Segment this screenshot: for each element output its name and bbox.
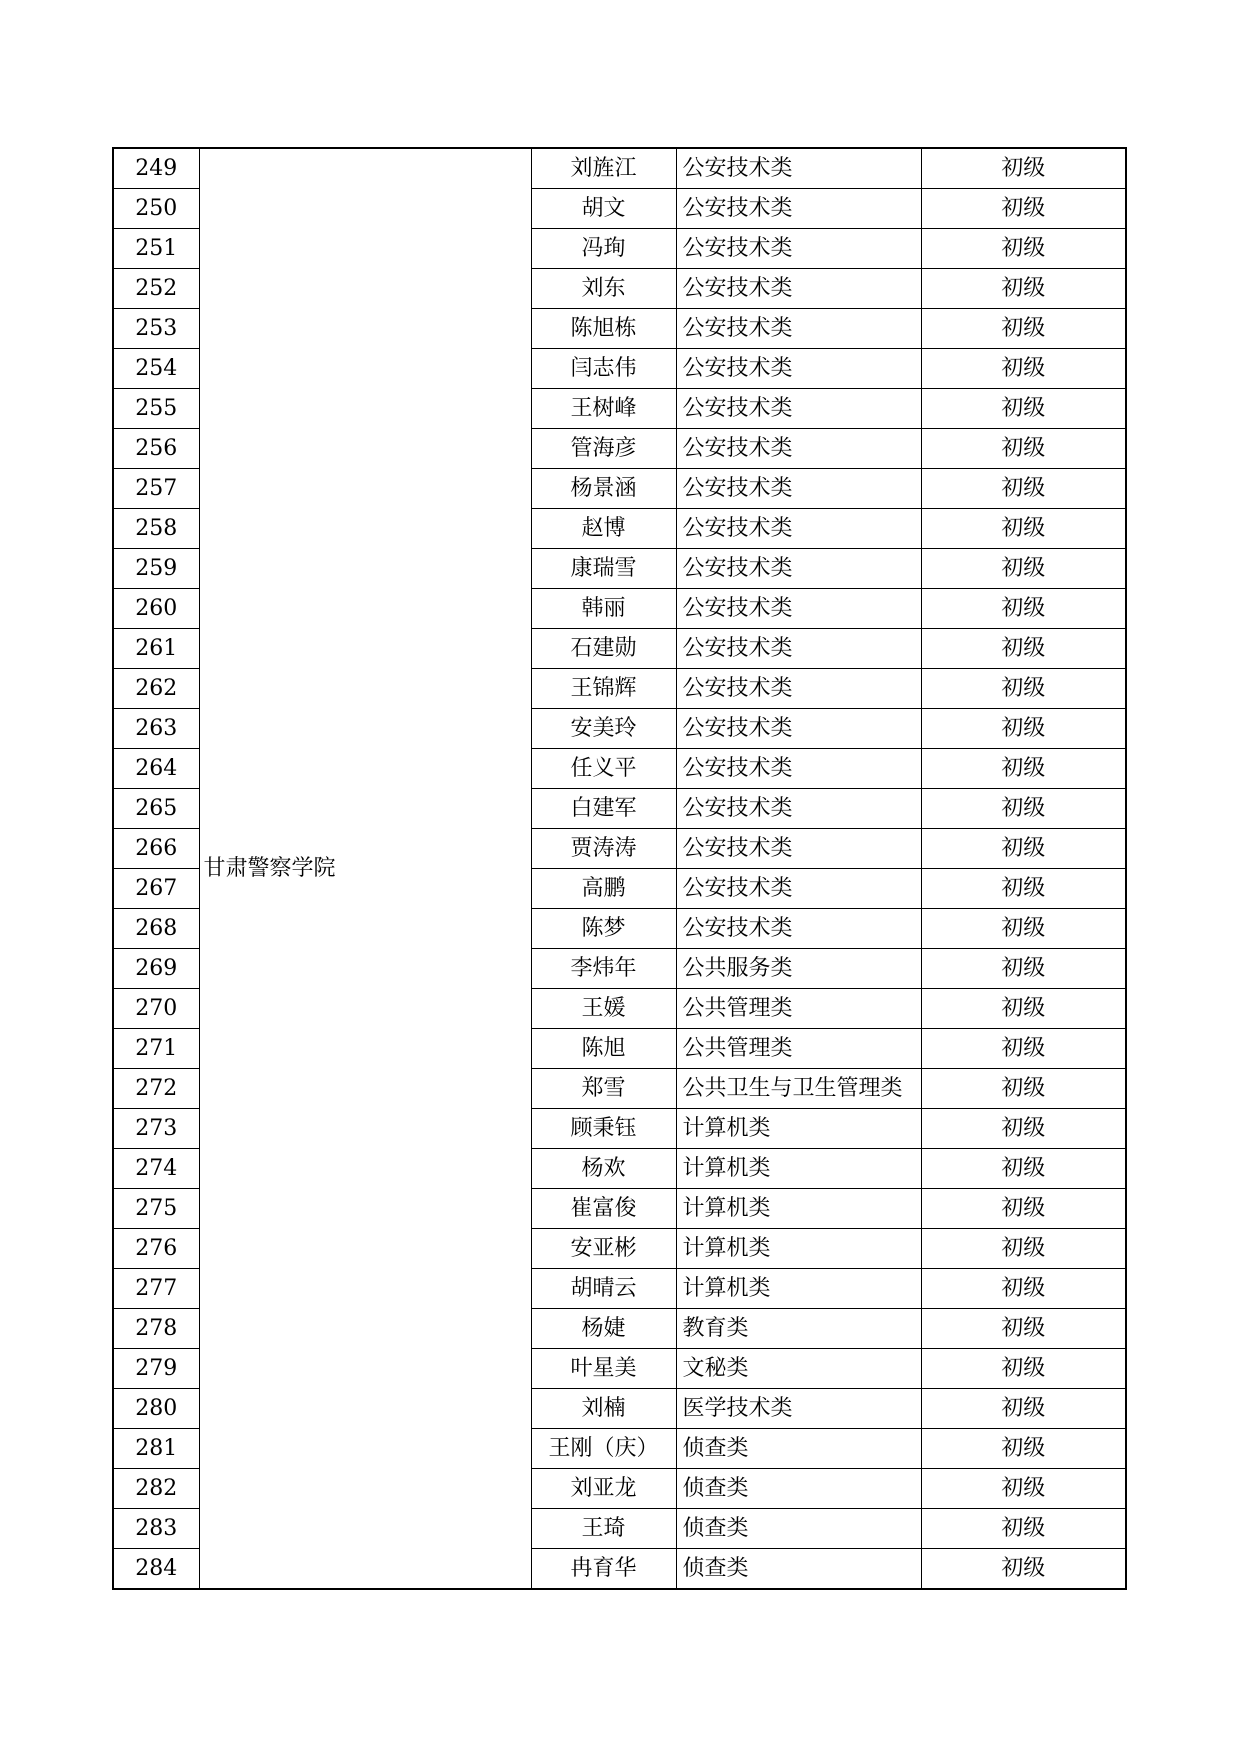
level-cell: 初级 xyxy=(921,829,1126,869)
category-cell: 公共服务类 xyxy=(676,949,921,989)
name-cell: 赵博 xyxy=(531,509,676,549)
level-cell: 初级 xyxy=(921,269,1126,309)
level-cell: 初级 xyxy=(921,749,1126,789)
level-cell: 初级 xyxy=(921,1349,1126,1389)
name-cell: 白建军 xyxy=(531,789,676,829)
row-index-cell: 251 xyxy=(113,229,199,269)
category-cell: 公安技术类 xyxy=(676,469,921,509)
level-cell: 初级 xyxy=(921,909,1126,949)
row-index-cell: 265 xyxy=(113,789,199,829)
level-cell: 初级 xyxy=(921,349,1126,389)
category-cell: 侦查类 xyxy=(676,1469,921,1509)
level-cell: 初级 xyxy=(921,1429,1126,1469)
name-cell: 王树峰 xyxy=(531,389,676,429)
category-cell: 公安技术类 xyxy=(676,789,921,829)
row-index-cell: 250 xyxy=(113,189,199,229)
row-index-cell: 284 xyxy=(113,1549,199,1590)
level-cell: 初级 xyxy=(921,549,1126,589)
level-cell: 初级 xyxy=(921,669,1126,709)
level-cell: 初级 xyxy=(921,389,1126,429)
category-cell: 计算机类 xyxy=(676,1269,921,1309)
unit-cell: 甘肃警察学院 xyxy=(199,148,531,1589)
row-index-cell: 274 xyxy=(113,1149,199,1189)
category-cell: 公安技术类 xyxy=(676,429,921,469)
level-cell: 初级 xyxy=(921,789,1126,829)
level-cell: 初级 xyxy=(921,1269,1126,1309)
row-index-cell: 278 xyxy=(113,1309,199,1349)
level-cell: 初级 xyxy=(921,589,1126,629)
name-cell: 安美玲 xyxy=(531,709,676,749)
name-cell: 王锦辉 xyxy=(531,669,676,709)
name-cell: 陈梦 xyxy=(531,909,676,949)
row-index-cell: 260 xyxy=(113,589,199,629)
level-cell: 初级 xyxy=(921,229,1126,269)
level-cell: 初级 xyxy=(921,709,1126,749)
name-cell: 陈旭 xyxy=(531,1029,676,1069)
category-cell: 计算机类 xyxy=(676,1109,921,1149)
row-index-cell: 271 xyxy=(113,1029,199,1069)
category-cell: 公共管理类 xyxy=(676,1029,921,1069)
level-cell: 初级 xyxy=(921,189,1126,229)
roster-table xyxy=(112,147,1127,1590)
category-cell: 公安技术类 xyxy=(676,589,921,629)
row-index-cell: 272 xyxy=(113,1069,199,1109)
name-cell: 胡晴云 xyxy=(531,1269,676,1309)
name-cell: 管海彦 xyxy=(531,429,676,469)
row-index-cell: 269 xyxy=(113,949,199,989)
row-index-cell: 270 xyxy=(113,989,199,1029)
level-cell: 初级 xyxy=(921,1149,1126,1189)
name-cell: 刘楠 xyxy=(531,1389,676,1429)
category-cell: 公安技术类 xyxy=(676,909,921,949)
row-index-cell: 283 xyxy=(113,1509,199,1549)
row-index-cell: 273 xyxy=(113,1109,199,1149)
level-cell: 初级 xyxy=(921,469,1126,509)
row-index-cell: 259 xyxy=(113,549,199,589)
name-cell: 安亚彬 xyxy=(531,1229,676,1269)
row-index-cell: 263 xyxy=(113,709,199,749)
level-cell: 初级 xyxy=(921,949,1126,989)
category-cell: 教育类 xyxy=(676,1309,921,1349)
row-index-cell: 256 xyxy=(113,429,199,469)
level-cell: 初级 xyxy=(921,1189,1126,1229)
name-cell: 康瑞雪 xyxy=(531,549,676,589)
name-cell: 崔富俊 xyxy=(531,1189,676,1229)
name-cell: 闫志伟 xyxy=(531,349,676,389)
name-cell: 李炜年 xyxy=(531,949,676,989)
row-index-cell: 277 xyxy=(113,1269,199,1309)
row-index-cell: 276 xyxy=(113,1229,199,1269)
row-index-cell: 279 xyxy=(113,1349,199,1389)
category-cell: 公安技术类 xyxy=(676,709,921,749)
name-cell: 冯珣 xyxy=(531,229,676,269)
level-cell: 初级 xyxy=(921,629,1126,669)
category-cell: 公安技术类 xyxy=(676,829,921,869)
level-cell: 初级 xyxy=(921,509,1126,549)
name-cell: 王琦 xyxy=(531,1509,676,1549)
category-cell: 公安技术类 xyxy=(676,669,921,709)
name-cell: 刘亚龙 xyxy=(531,1469,676,1509)
row-index-cell: 262 xyxy=(113,669,199,709)
name-cell: 高鹏 xyxy=(531,869,676,909)
category-cell: 公安技术类 xyxy=(676,389,921,429)
row-index-cell: 280 xyxy=(113,1389,199,1429)
category-cell: 计算机类 xyxy=(676,1229,921,1269)
name-cell: 杨景涵 xyxy=(531,469,676,509)
row-index-cell: 267 xyxy=(113,869,199,909)
name-cell: 杨欢 xyxy=(531,1149,676,1189)
name-cell: 郑雪 xyxy=(531,1069,676,1109)
category-cell: 公安技术类 xyxy=(676,309,921,349)
name-cell: 顾秉钰 xyxy=(531,1109,676,1149)
name-cell: 石建勋 xyxy=(531,629,676,669)
name-cell: 杨婕 xyxy=(531,1309,676,1349)
row-index-cell: 257 xyxy=(113,469,199,509)
level-cell: 初级 xyxy=(921,309,1126,349)
category-cell: 公安技术类 xyxy=(676,869,921,909)
category-cell: 计算机类 xyxy=(676,1189,921,1229)
row-index-cell: 252 xyxy=(113,269,199,309)
category-cell: 公安技术类 xyxy=(676,269,921,309)
category-cell: 侦查类 xyxy=(676,1429,921,1469)
row-index-cell: 253 xyxy=(113,309,199,349)
row-index-cell: 254 xyxy=(113,349,199,389)
category-cell: 公安技术类 xyxy=(676,549,921,589)
level-cell: 初级 xyxy=(921,1549,1126,1590)
category-cell: 侦查类 xyxy=(676,1509,921,1549)
category-cell: 公共卫生与卫生管理类 xyxy=(676,1069,921,1109)
category-cell: 公安技术类 xyxy=(676,509,921,549)
category-cell: 公共管理类 xyxy=(676,989,921,1029)
category-cell: 公安技术类 xyxy=(676,229,921,269)
level-cell: 初级 xyxy=(921,1029,1126,1069)
row-index-cell: 255 xyxy=(113,389,199,429)
level-cell: 初级 xyxy=(921,1069,1126,1109)
row-index-cell: 258 xyxy=(113,509,199,549)
category-cell: 侦查类 xyxy=(676,1549,921,1590)
row-index-cell: 249 xyxy=(113,148,199,189)
row-index-cell: 266 xyxy=(113,829,199,869)
level-cell: 初级 xyxy=(921,429,1126,469)
row-index-cell: 268 xyxy=(113,909,199,949)
name-cell: 贾涛涛 xyxy=(531,829,676,869)
name-cell: 叶星美 xyxy=(531,1349,676,1389)
level-cell: 初级 xyxy=(921,869,1126,909)
name-cell: 陈旭栋 xyxy=(531,309,676,349)
name-cell: 刘东 xyxy=(531,269,676,309)
category-cell: 计算机类 xyxy=(676,1149,921,1189)
row-index-cell: 275 xyxy=(113,1189,199,1229)
row-index-cell: 261 xyxy=(113,629,199,669)
name-cell: 王媛 xyxy=(531,989,676,1029)
name-cell: 任义平 xyxy=(531,749,676,789)
name-cell: 刘旌江 xyxy=(531,148,676,189)
category-cell: 公安技术类 xyxy=(676,749,921,789)
category-cell: 医学技术类 xyxy=(676,1389,921,1429)
level-cell: 初级 xyxy=(921,1469,1126,1509)
level-cell: 初级 xyxy=(921,1109,1126,1149)
name-cell: 冉育华 xyxy=(531,1549,676,1590)
table-row xyxy=(113,148,1126,189)
level-cell: 初级 xyxy=(921,1389,1126,1429)
level-cell: 初级 xyxy=(921,989,1126,1029)
roster-table-body xyxy=(113,148,1126,1589)
row-index-cell: 281 xyxy=(113,1429,199,1469)
category-cell: 公安技术类 xyxy=(676,189,921,229)
name-cell: 王刚（庆） xyxy=(531,1429,676,1469)
name-cell: 韩丽 xyxy=(531,589,676,629)
name-cell: 胡文 xyxy=(531,189,676,229)
level-cell: 初级 xyxy=(921,148,1126,189)
category-cell: 公安技术类 xyxy=(676,349,921,389)
row-index-cell: 264 xyxy=(113,749,199,789)
category-cell: 公安技术类 xyxy=(676,148,921,189)
level-cell: 初级 xyxy=(921,1229,1126,1269)
level-cell: 初级 xyxy=(921,1509,1126,1549)
category-cell: 公安技术类 xyxy=(676,629,921,669)
category-cell: 文秘类 xyxy=(676,1349,921,1389)
row-index-cell: 282 xyxy=(113,1469,199,1509)
level-cell: 初级 xyxy=(921,1309,1126,1349)
